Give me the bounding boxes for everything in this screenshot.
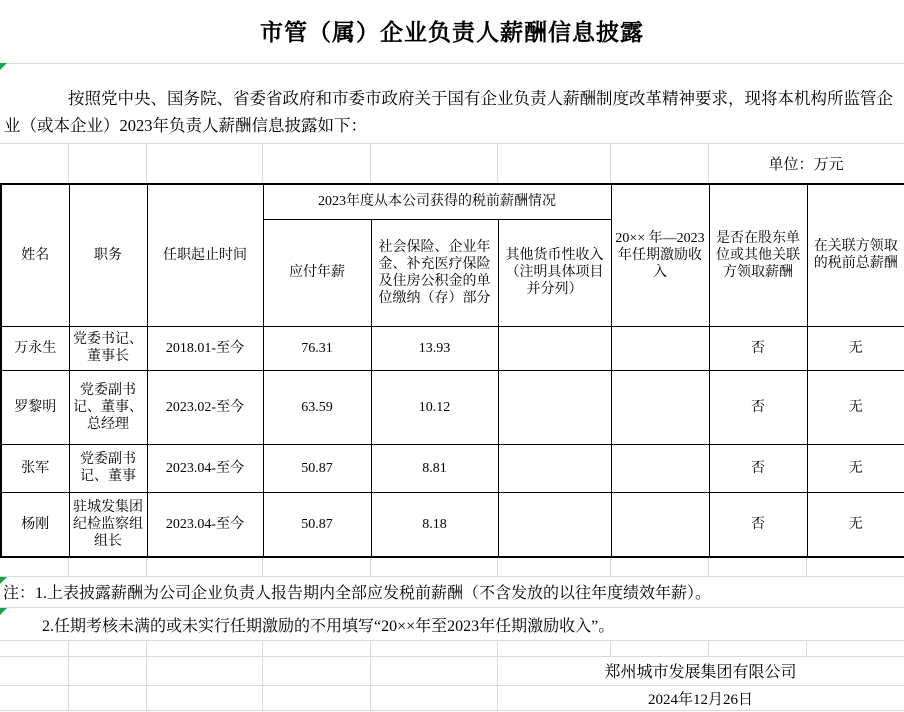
cell-social-insurance: 8.81 <box>371 444 498 492</box>
salary-table <box>0 183 904 558</box>
header-other-income: 其他货币性收入（注明具体项目并分列） <box>498 219 611 326</box>
disclosure-date: 2024年12月26日 <box>647 691 753 708</box>
cell-other-income <box>498 444 611 492</box>
cell-shareholder-pay: 否 <box>709 492 807 557</box>
cell-name: 万永生 <box>1 326 69 370</box>
gridline-columns <box>0 640 904 656</box>
cell-name: 张军 <box>1 444 69 492</box>
header-tenure-incentive: 20×× 年—2023年任期激励收入 <box>611 184 709 326</box>
cell-related-party-pay: 无 <box>807 444 904 492</box>
gridline-columns <box>0 557 904 576</box>
header-annual-salary: 应付年薪 <box>263 219 371 326</box>
cell-related-party-pay: 无 <box>807 492 904 557</box>
cell-position: 党委书记、董事长 <box>69 326 147 370</box>
header-shareholder-pay: 是否在股东单位或其他关联方领取薪酬 <box>709 184 807 326</box>
company-name: 郑州城市发展集团有限公司 <box>604 664 797 681</box>
table-row <box>1 370 904 444</box>
table-row <box>1 492 904 557</box>
table-row <box>1 326 904 370</box>
cell-term: 2023.02-至今 <box>147 370 263 444</box>
cell-annual-salary: 50.87 <box>263 444 371 492</box>
table-row <box>1 444 904 492</box>
cell-other-income <box>498 370 611 444</box>
header-pretax-group: 2023年度从本公司获得的税前薪酬情况 <box>263 184 611 219</box>
cell-shareholder-pay: 否 <box>709 326 807 370</box>
cell-tenure-incentive <box>611 444 709 492</box>
unit-label: 单位：万元 <box>768 156 844 173</box>
cell-name: 罗黎明 <box>1 370 69 444</box>
intro-paragraph: 按照党中央、国务院、省委省政府和市委市政府关于国有企业负责人薪酬制度改革精神要求，现将本机构所监管企业（或本企业）2023年负责人薪酬信息披露如下： <box>4 89 893 135</box>
cell-term: 2023.04-至今 <box>147 444 263 492</box>
cell-tenure-incentive <box>611 326 709 370</box>
cell-social-insurance: 13.93 <box>371 326 498 370</box>
header-term: 任职起止时间 <box>147 184 263 326</box>
cell-other-income <box>498 326 611 370</box>
page-title: 市管（属）企业负责人薪酬信息披露 <box>260 19 644 45</box>
header-position: 职务 <box>69 184 147 326</box>
cell-other-income <box>498 492 611 557</box>
cell-term: 2023.04-至今 <box>147 492 263 557</box>
cell-shareholder-pay: 否 <box>709 370 807 444</box>
header-social-insurance: 社会保险、企业年金、补充医疗保险及住房公积金的单位缴纳（存）部分 <box>371 219 498 326</box>
header-related-party-pay: 在关联方领取的税前总薪酬 <box>807 184 904 326</box>
cell-tenure-incentive <box>611 370 709 444</box>
note-1: 注：1.上表披露薪酬为公司企业负责人报告期内全部应发税前薪酬（不含发放的以往年度绩效年薪）。 <box>3 584 712 602</box>
note-2: 2.任期考核未满的或未实行任期激励的不用填写“20××年至2023年任期激励收入”。 <box>42 617 615 635</box>
cell-term: 2018.01-至今 <box>147 326 263 370</box>
cell-related-party-pay: 无 <box>807 326 904 370</box>
cell-position: 党委副书记、董事、总经理 <box>69 370 147 444</box>
cell-annual-salary: 76.31 <box>263 326 371 370</box>
cell-position: 党委副书记、董事 <box>69 444 147 492</box>
cell-social-insurance: 10.12 <box>371 370 498 444</box>
cell-error-marker-icon <box>0 608 7 615</box>
cell-social-insurance: 8.18 <box>371 492 498 557</box>
cell-shareholder-pay: 否 <box>709 444 807 492</box>
cell-annual-salary: 50.87 <box>263 492 371 557</box>
header-name: 姓名 <box>1 184 69 326</box>
cell-tenure-incentive <box>611 492 709 557</box>
cell-name: 杨刚 <box>1 492 69 557</box>
cell-annual-salary: 63.59 <box>263 370 371 444</box>
cell-position: 驻城发集团纪检监察组组长 <box>69 492 147 557</box>
cell-related-party-pay: 无 <box>807 370 904 444</box>
